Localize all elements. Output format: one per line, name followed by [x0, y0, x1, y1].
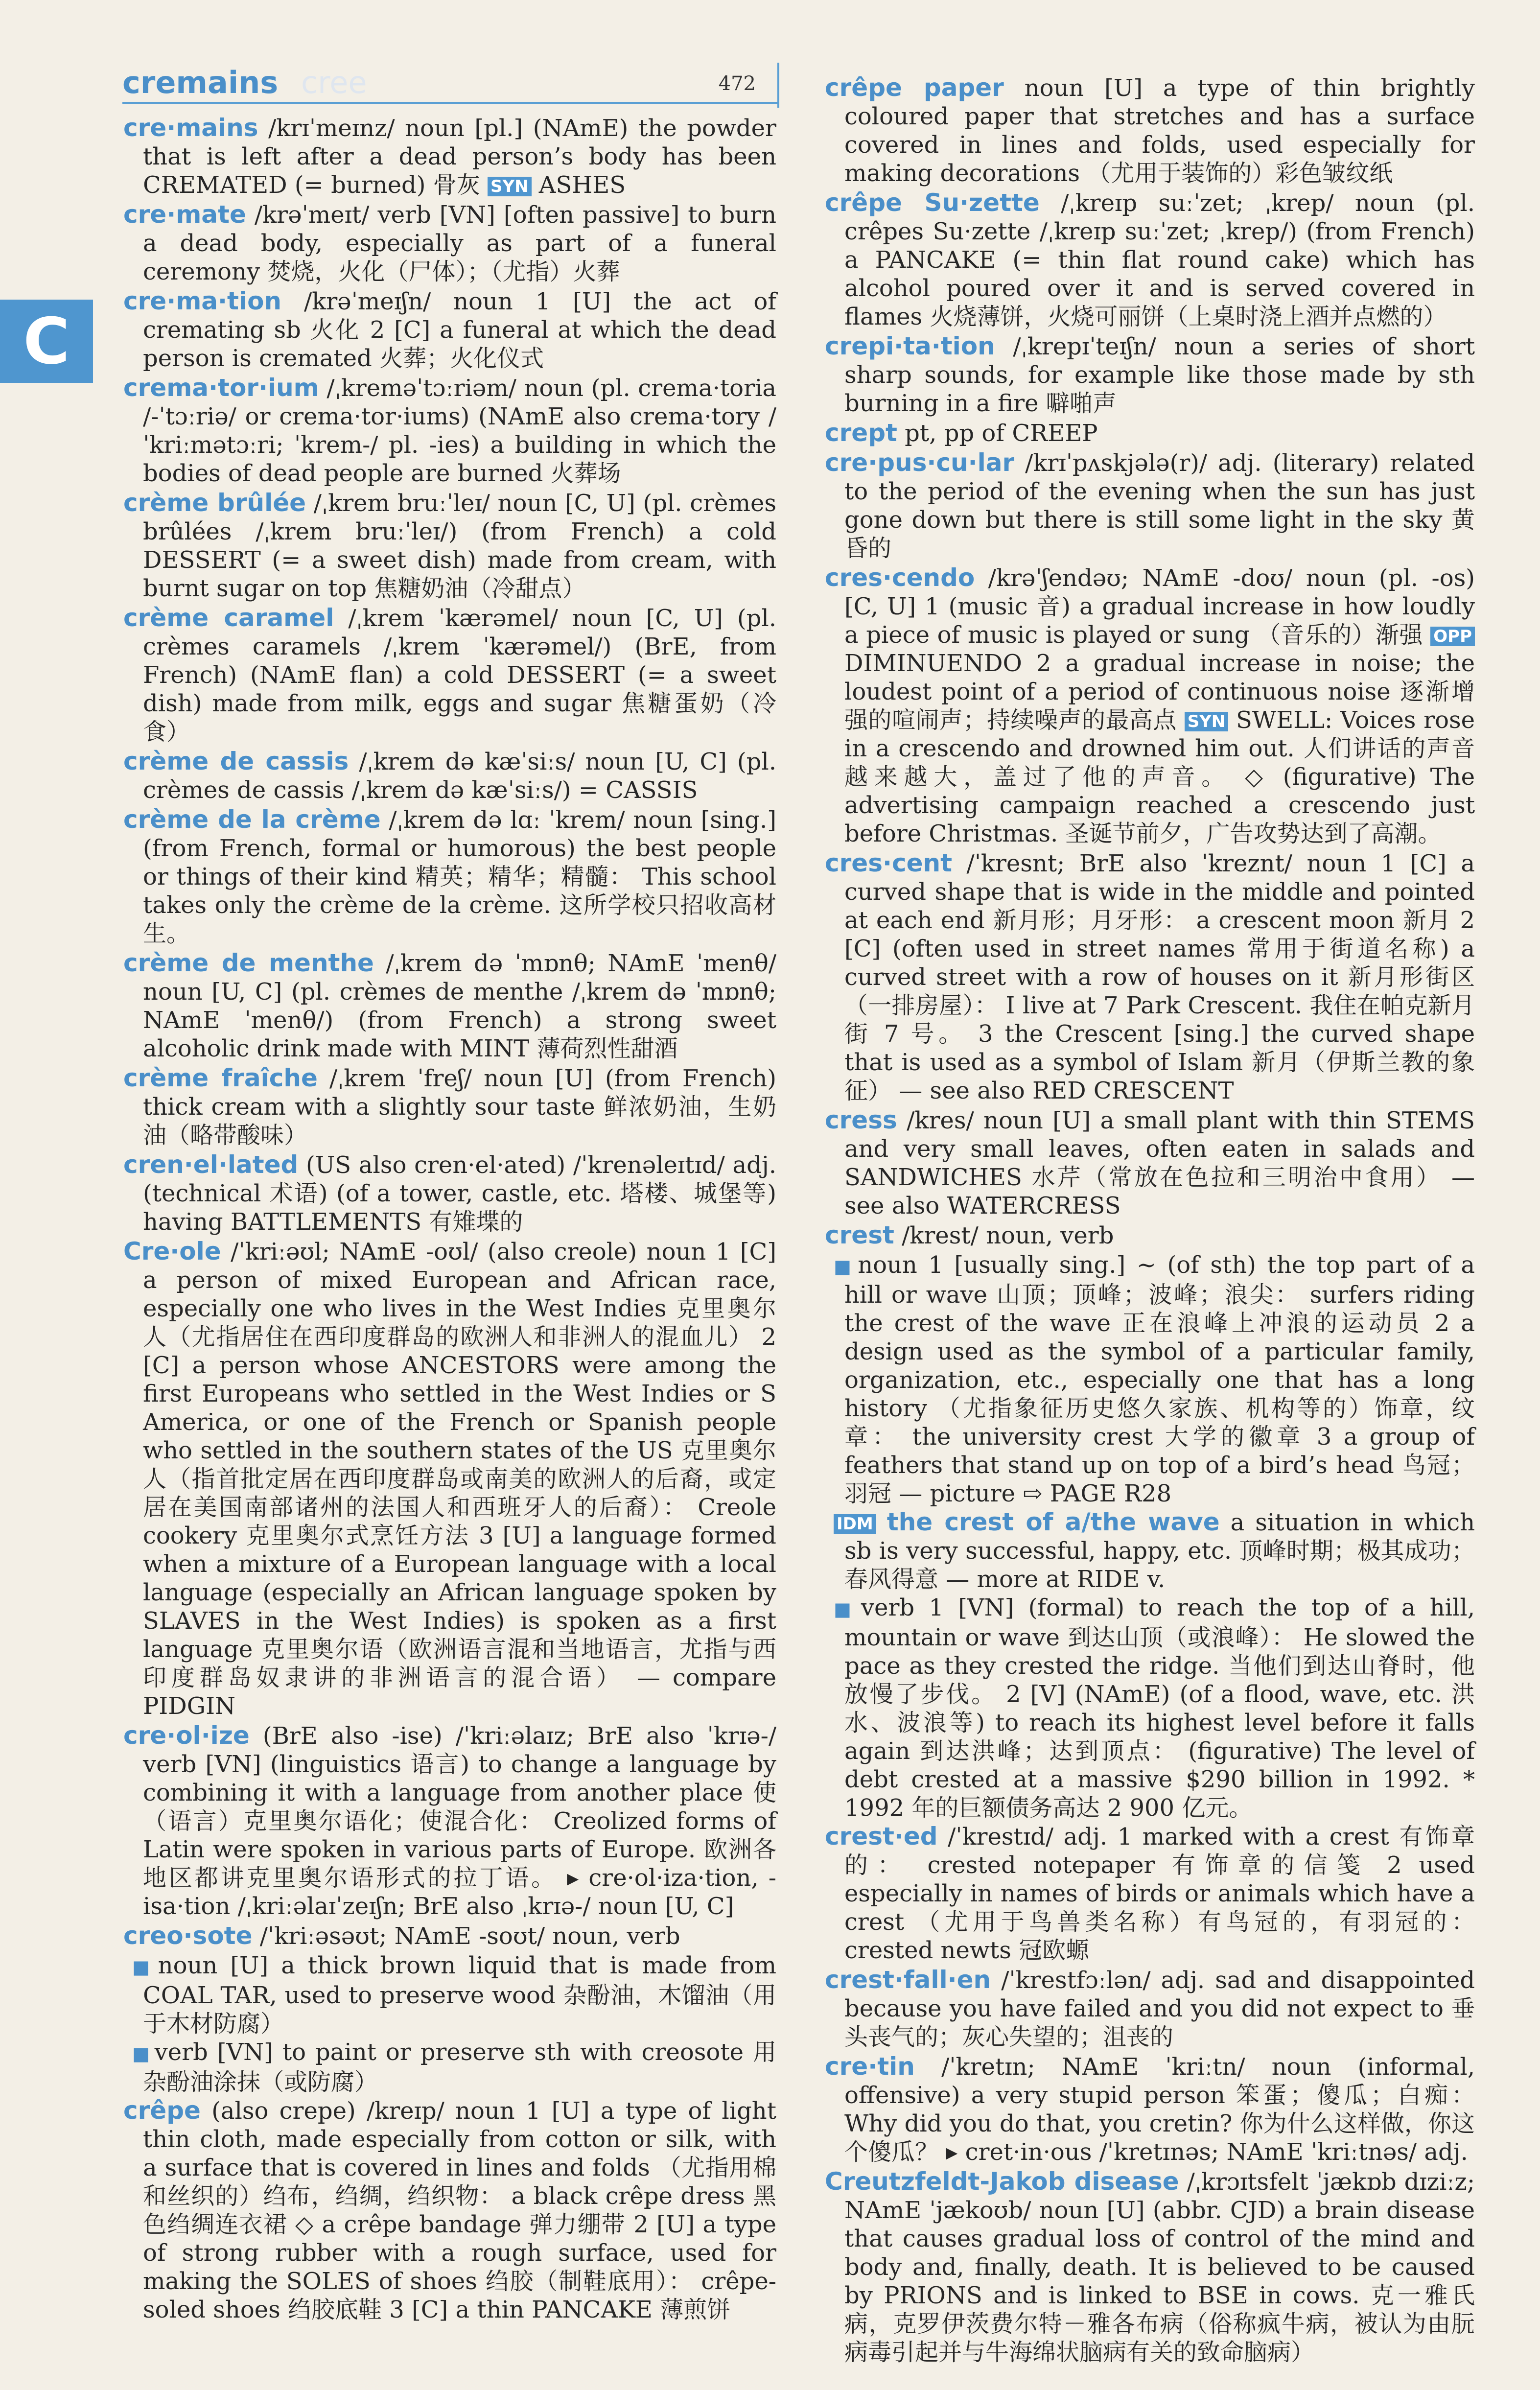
page-number: 472 — [718, 72, 756, 95]
definition: /krɪˈmeɪnz/ noun [pl.] (NAmE) the powder that is left after a dead person’s body has been CREMATED (= burned) 骨灰 — [143, 115, 776, 199]
guide-word: cremains — [122, 65, 279, 100]
entry-creosote — [123, 1921, 776, 1950]
definition: /ˌkrem ˈfreʃ/ noun [U] (from French) thick cream with a slightly sour taste 鲜浓奶油，生奶油（略带酸味） — [143, 1065, 777, 1149]
entry-crestfallen — [825, 1966, 1475, 2051]
definition: /ˌkrem də kæˈsiːs/ noun [U, C] (pl. crèmes de cassis /ˌkrem də kæˈsiːs/) = CASSIS — [143, 748, 776, 804]
headword: crème de menthe — [123, 949, 374, 977]
definition-tail: SWELL: Voices rose in a crescendo and drowned him out. 人们讲话的声音越来越大，盖过了他的声音。 ◇ (figurative) The advertising campaign reached a crescendo just before Christmas. 圣诞节前夕，广告攻势达到了高潮。 — [844, 706, 1475, 847]
headword: crema·tor·ium — [123, 374, 319, 402]
syn-tag: SYN — [488, 177, 532, 196]
definition: /krəˈmeɪʃn/ noun 1 [U] the act of cremating sb 火化 2 [C] a funeral at which the dead person is cremated 火葬；火化仪式 — [143, 288, 776, 372]
headword: crêpe — [123, 2096, 201, 2125]
entry-crescent — [825, 849, 1475, 1105]
definition: /ˌkrepɪˈteɪʃn/ noun a series of short sharp sounds, for example like those made by sth burning in a fire 噼啪声 — [844, 333, 1475, 417]
headword: crème fraîche — [123, 1064, 318, 1092]
definition: verb 1 [VN] (formal) to reach the top of a hill, mountain or wave 到达山顶（或浪峰）： He slowed the pace as they crested the ridge. 当他们到达山脊时，他放慢了步伐。 2 [V] (NAmE) (of a flood, wave, etc. 洪水、波浪等) to reach its highest level before it falls again 到达洪峰；达到顶点： (figurative) The level of debt crested at a massive $290 billion in 1992. * 1992 年的巨额债务高达 2 900 亿元。 — [844, 1594, 1475, 1822]
entry-crepe-paper — [825, 73, 1475, 187]
headword: cres·cendo — [825, 563, 975, 592]
headword: crème brûlée — [123, 489, 306, 517]
entry-creme-brulee — [123, 489, 776, 603]
definition: /krəˈmeɪt/ verb [VN] [often passive] to burn a dead body, especially as part of a funeral ceremony 焚烧，火化（尸体）；（尤指）火葬 — [143, 201, 776, 285]
headword: crept — [825, 419, 897, 447]
definition: /ˌkrem də lɑː ˈkrem/ noun [sing.] (from French, formal or humorous) the best people or things of their kind 精英；精华；精髓： This school takes only the crème de la crème. 这所学校只招收高材生。 — [143, 806, 777, 947]
left-column — [123, 114, 776, 2325]
entry-cress — [825, 1106, 1475, 1220]
headword: cre·ol·ize — [123, 1721, 250, 1750]
idiom — [825, 1508, 1475, 1593]
headword: crest — [825, 1221, 894, 1249]
definition: /krest/ noun, verb — [894, 1222, 1114, 1249]
headword: cre·mate — [123, 200, 246, 229]
opp-tag: OPP — [1430, 627, 1475, 646]
definition: /ˈkriːəsəʊt; NAmE -soʊt/ noun, verb — [252, 1922, 680, 1950]
entry-creme-de-menthe — [123, 949, 776, 1063]
sense-verb — [123, 2038, 776, 2096]
entry-creme-fraiche — [123, 1064, 776, 1149]
definition: /ˌkreməˈtɔːriəm/ noun (pl. crema·toria /-ˈtɔːriə/ or crema·tor·iums) (NAmE also crema·tory /ˈkriːmətɔːri; ˈkrem-/ pl. -ies) a building in which the bodies of dead people are burned 火葬场 — [143, 375, 776, 487]
entry-cremains — [123, 114, 776, 199]
entry-cjd — [825, 2167, 1475, 2367]
definition: noun 1 [usually sing.] ~ (of sth) the top part of a hill or wave 山顶；顶峰；波峰；浪尖： surfers riding the crest of the wave 正在浪峰上冲浪的运动员 2 a design used as the symbol of a particular family, organization, etc., especially one that has a long history （尤指象征历史悠久家族、机构等的）饰章，纹章： the university crest 大学的徽章 3 a group of feathers that stand up on top of a bird’s head 鸟冠；羽冠 — picture ⇨ PAGE R28 — [844, 1251, 1475, 1507]
definition: /ˈkriːəʊl; NAmE -oʊl/ (also creole) noun 1 [C] a person of mixed European and African race, especially one who lives in the West Indies 克里奥尔人（尤指居住在西印度群岛的欧洲人和非洲人的混血儿） 2 [C] a person whose ANCESTORS were among the first Europeans who settled in the West Indies or S America, or one of the French or Spanish people who settled in the southern states of the US 克里奥尔人（指首批定居在西印度群岛或南美的欧洲人的后裔，或定居在美国南部诸州的法国人和西班牙人的后裔）： Creole cookery 克里奥尔式烹饪方法 3 [U] a language formed when a mixture of a European language with a local language (especially an African language spoken by SLAVES in the West Indies) is spoken as a first language 克里奥尔语（欧洲语言混和当地语言，尤指与西印度群岛奴隶讲的非洲语言的混合语） — compare PIDGIN — [143, 1238, 776, 1720]
definition: pt, pp of CREEP — [897, 420, 1098, 447]
page-header — [122, 63, 778, 104]
entry-cremate — [123, 200, 776, 286]
definition-tail: ASHES — [531, 171, 626, 199]
definition: noun [U] a thick brown liquid that is made from COAL TAR, used to preserve wood 杂酚油，木馏油（用于木材防腐） — [143, 1952, 777, 2038]
entry-cretin — [825, 2052, 1475, 2166]
entry-creole — [123, 1237, 776, 1720]
bullet-icon: ■ — [834, 1598, 858, 1620]
definition: /ˌkrem bruːˈleɪ/ noun [C, U] (pl. crèmes brûlées /ˌkrem bruːˈleɪ/) (from French) a cold DESSERT (= a sweet dish) made from cream, with burnt sugar on top 焦糖奶油（冷甜点） — [143, 490, 777, 602]
headword: cre·mains — [123, 114, 258, 142]
headword: crêpe paper — [825, 73, 1004, 102]
sense-noun — [825, 1251, 1475, 1508]
headword: cress — [825, 1106, 897, 1134]
headword: cre·tin — [825, 2052, 915, 2081]
headword: cren·el·lated — [123, 1150, 299, 1179]
definition: /ˈkretɪn; NAmE ˈkriːtn/ noun (informal, offensive) a very stupid person 笨蛋；傻瓜；白痴： Why did you do that, you cretin? 你为什么这样做，你这个傻瓜？ ▸ cret·in·ous /ˈkretɪnəs; NAmE ˈkriːtnəs/ adj. — [844, 2053, 1475, 2166]
definition: /ˈkrestfɔːlən/ adj. sad and disappointed because you have failed and you did not expect to 垂头丧气的；灰心失望的；沮丧的 — [844, 1967, 1475, 2051]
bullet-icon: ■ — [132, 1956, 155, 1978]
entry-crept — [825, 419, 1475, 447]
header-rule — [777, 63, 779, 108]
headword: crest·ed — [825, 1822, 938, 1851]
syn-tag: SYN — [1185, 712, 1229, 731]
idiom-phrase: the crest of a/the wave — [887, 1508, 1220, 1536]
definition: (BrE also -ise) /ˈkriːəlaɪz; BrE also ˈkrɪə-/ verb [VN] (linguistics 语言) to change a language by combining it with a language from another place 使（语言）克里奥尔语化；使混合化： Creolized forms of Latin were spoken in various parts of Europe. 欧洲各地区都讲克里奥尔语形式的拉丁语。 ▸ cre·ol·iza·tion, -isa·tion /ˌkriːəlaɪˈzeɪʃn; BrE also ˌkrɪə-/ noun [U, C] — [143, 1722, 776, 1920]
entry-crescendo — [825, 563, 1475, 848]
bullet-icon: ■ — [132, 2043, 152, 2064]
sense-noun — [123, 1951, 776, 2038]
entry-crepe-suzette — [825, 188, 1475, 331]
entry-crematorium — [123, 374, 776, 488]
headword: crest·fall·en — [825, 1966, 991, 1994]
headword: creo·sote — [123, 1921, 253, 1950]
entry-creme-caramel — [123, 604, 776, 746]
entry-crepitation — [825, 332, 1475, 418]
entry-crepe — [123, 2096, 776, 2324]
guide-ghost-word: cree — [301, 65, 367, 100]
headword: crème de cassis — [123, 747, 349, 775]
definition: /ˌkrɔɪtsfelt ˈjækɒb dɪziːz; NAmE ˈjækoʊb/ noun [U] (abbr. CJD) a brain disease that causes gradual loss of control of the mind and body and, finally, death. It is believed to be caused by PRIONS and is linked to BSE in cows. 克一雅氏病，克罗伊茨费尔特－雅各布病（俗称疯牛病，被认为由朊病毒引起并与牛海绵状脑病有关的致命脑病） — [844, 2168, 1475, 2366]
definition-mid: DIMINUENDO 2 a gradual increase in noise; the loudest point of a period of continuous noise 逐渐增强的喧闹声；持续噪声的最高点 — [844, 650, 1475, 734]
entry-creolize — [123, 1721, 776, 1921]
definition: /ˈkresnt; BrE also ˈkreznt/ noun 1 [C] a curved shape that is wide in the middle and pointed at each end 新月形；月牙形： a crescent moon 新月 2 [C] (often used in street names 常用于街道名称) a curved street with a row of houses on it 新月形街区（一排房屋）： I live at 7 Park Crescent. 我住在帕克新月街 7 号。 3 the Crescent [sing.] the curved shape that is used as a symbol of Islam 新月（伊斯兰教的象征） — see also RED CRESCENT — [844, 850, 1475, 1104]
definition: a situation in which sb is very successful, happy, etc. 顶峰时期；极其成功；春风得意 — more at RIDE v. — [844, 1509, 1475, 1593]
bullet-icon: ■ — [834, 1256, 855, 1277]
headword: crème caramel — [123, 604, 334, 632]
entry-creme-de-la-creme — [123, 805, 776, 948]
headword: Creutzfeldt-Jakob disease — [825, 2167, 1179, 2196]
definition: /ˌkrem ˈkærəmel/ noun [C, U] (pl. crèmes caramels /ˌkrem ˈkærəmel/) (BrE, from French) (NAmE flan) a cold DESSERT (= a sweet dish) made from milk, eggs and sugar 焦糖蛋奶（冷食） — [143, 605, 776, 746]
sense-verb — [825, 1593, 1475, 1822]
idm-tag: IDM — [834, 1514, 876, 1534]
definition: /krɪˈpʌskjələ(r)/ adj. (literary) related to the period of the evening when the sun has just gone down but there is still some light in the sky 黄昏的 — [844, 449, 1475, 562]
headword: cre·ma·tion — [123, 287, 282, 315]
entry-crepuscular — [825, 448, 1475, 562]
headword: cre·pus·cu·lar — [825, 448, 1015, 477]
entry-crested — [825, 1822, 1475, 1965]
definition: (also crepe) /kreɪp/ noun 1 [U] a type of light thin cloth, made especially from cotton or silk, with a surface that is covered in lines and folds （尤指用棉和丝织的）绉布，绉绸，绉织物： a black crêpe dress 黑色绉绸连衣裙 ◇ a crêpe bandage 弹力绷带 2 [U] a type of strong rubber with a rough surface, used for making the SOLES of shoes 绉胶（制鞋底用）： crêpe-soled shoes 绉胶底鞋 3 [C] a thin PANCAKE 薄煎饼 — [143, 2097, 776, 2323]
headword: Cre·ole — [123, 1237, 221, 1265]
definition: /krəˈʃendəʊ; NAmE -doʊ/ noun (pl. -os) [C, U] 1 (music 音) a gradual increase in how loudly a piece of music is played or sung （音乐的）渐强 — [844, 564, 1475, 649]
section-letter-tab: C — [0, 300, 93, 383]
headword: crêpe Su·zette — [825, 188, 1040, 217]
entry-creme-de-cassis — [123, 747, 776, 804]
definition: (US also cren·el·ated) /ˈkrenəleɪtɪd/ adj. (technical 术语) (of a tower, castle, etc. 塔楼、城堡等) having BATTLEMENTS 有雉堞的 — [143, 1151, 776, 1236]
definition: noun [U] a type of thin brightly coloured paper that stretches and has a surface covered in lines and folds, used especially for making decorations （尤用于装饰的）彩色皱纹纸 — [844, 74, 1475, 187]
definition: /ˈkrestɪd/ adj. 1 marked with a crest 有饰章的： crested notepaper 有饰章的信笺 2 used especially in names of birds or animals which have a crest （尤用于鸟兽类名称）有鸟冠的，有羽冠的： crested newts 冠欧螈 — [844, 1823, 1475, 1964]
headword: cres·cent — [825, 849, 953, 877]
headword: crepi·ta·tion — [825, 332, 995, 360]
definition: verb [VN] to paint or preserve sth with creosote 用杂酚油涂抹（或防腐） — [143, 2039, 776, 2096]
headword: crème de la crème — [123, 805, 381, 834]
entry-cremation — [123, 287, 776, 373]
entry-crest — [825, 1221, 1475, 1250]
definition: /kres/ noun [U] a small plant with thin STEMS and very small leaves, often eaten in salads and SANDWICHES 水芹（常放在色拉和三明治中食用） — see also WATERCRESS — [844, 1107, 1475, 1219]
entry-crenellated — [123, 1150, 776, 1236]
right-column — [825, 73, 1475, 2367]
definition: /ˌkreɪp suːˈzet; ˌkrep/ noun (pl. crêpes Su·zette /ˌkreɪp suːˈzet; ˌkrep/) (from French) a PANCAKE (= thin flat round cake) which has alcohol poured over it and is served covered in flames 火烧薄饼，火烧可丽饼（上桌时浇上酒并点燃的） — [844, 189, 1475, 330]
definition: /ˌkrem də ˈmɒnθ; NAmE ˈmenθ/ noun [U, C] (pl. crèmes de menthe /ˌkrem də ˈmɒnθ; NAmE ˈmenθ/) (from French) a strong sweet alcoholic drink made with MINT 薄荷烈性甜酒 — [143, 950, 776, 1062]
